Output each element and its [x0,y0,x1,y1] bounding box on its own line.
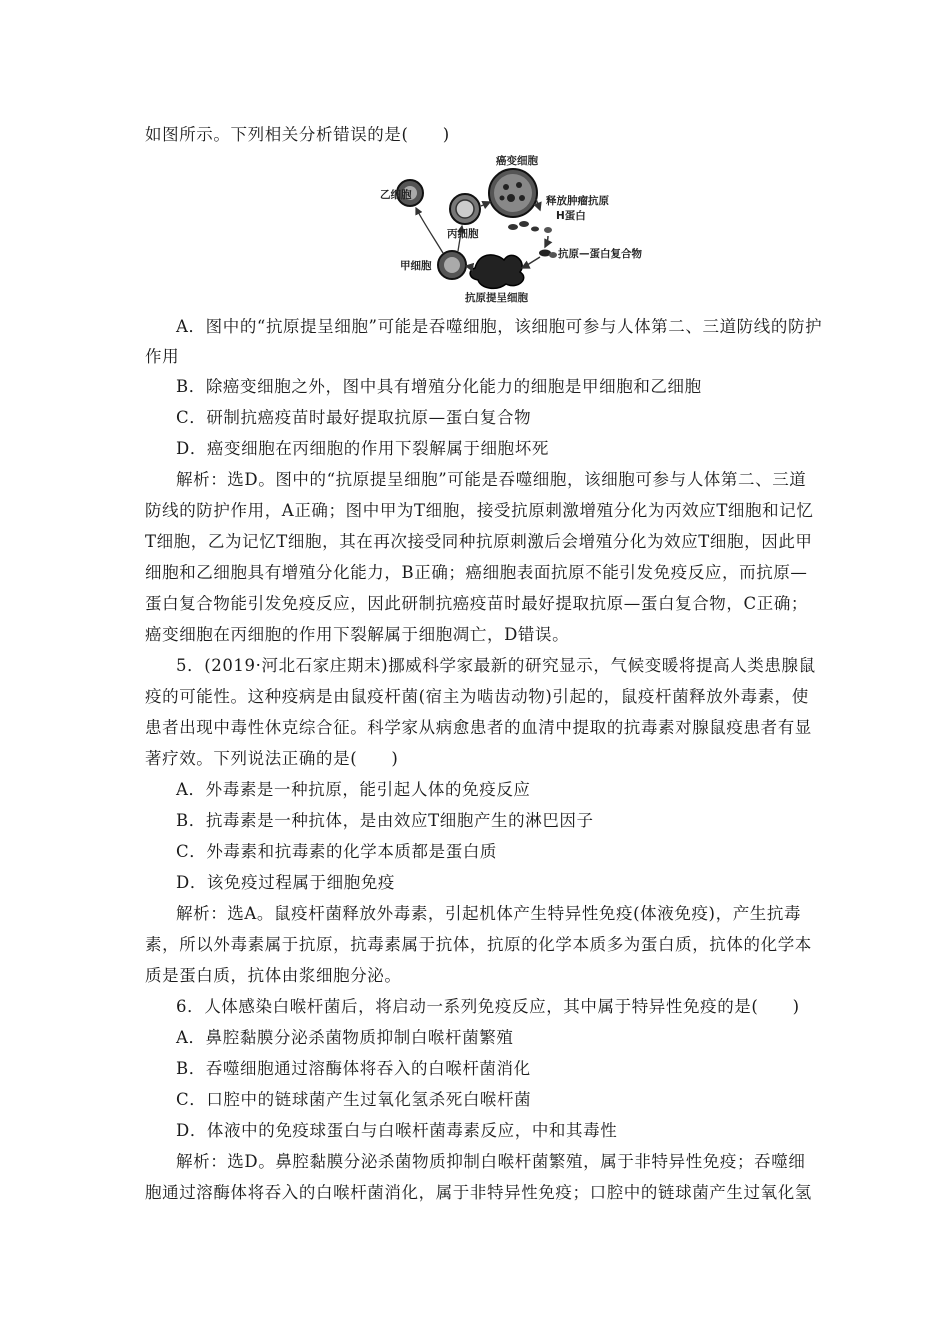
diagram-svg [380,150,650,305]
analysis-line: 素，所以外毒素属于抗原，抗毒素属于抗体，抗原的化学本质多为蛋白质，抗体的化学本 [145,935,812,954]
analysis-line: 细胞和乙细胞具有增殖分化能力，B正确；癌细胞表面抗原不能引发免疫反应，而抗原— [145,563,808,582]
tumor-antigen-icon [508,221,539,232]
option-c: C．外毒素和抗毒素的化学本质都是蛋白质 [176,842,498,861]
label-complex: 抗原—蛋白复合物 [558,248,642,260]
label-cell-a: 甲细胞 [400,260,432,272]
cell-c-icon [450,194,480,224]
question-6-stem: 6．人体感染白喉杆菌后，将启动一系列免疫反应，其中属于特异性免疫的是( ) [176,997,800,1016]
apc-icon [470,255,524,288]
option-d: D．癌变细胞在丙细胞的作用下裂解属于细胞坏死 [176,439,549,458]
question-5-stem: 疫的可能性。这种疫病是由鼠疫杆菌(宿主为啮齿动物)引起的，鼠疫杆菌释放外毒素，使 [145,687,809,706]
label-release-antigen: 释放肿瘤抗原 [546,195,609,207]
complex-icon [539,250,557,259]
analysis-line: T细胞，乙为记忆T细胞，其在再次接受同种抗原刺激后会增殖分化为效应T细胞，因此甲 [145,532,813,551]
question-5-stem: 著疗效。下列说法正确的是( ) [145,749,399,768]
option-a-cont: 作用 [145,347,180,366]
analysis-line: 解析：选A。鼠疫杆菌释放外毒素，引起机体产生特异性免疫(体液免疫)，产生抗毒 [176,904,802,923]
h-protein-icon [544,227,552,233]
label-cancer-cell: 癌变细胞 [496,155,538,167]
option-a: A．图中的“抗原提呈细胞”可能是吞噬细胞，该细胞可参与人体第二、三道防线的防护 [176,317,823,336]
question-5-stem: 患者出现中毒性休克综合征。科学家从病愈患者的血清中提取的抗毒素对腺鼠疫患者有显 [145,718,812,737]
question-stem-tail: 如图所示。下列相关分析错误的是( ) [145,125,450,144]
label-apc: 抗原提呈细胞 [465,292,528,304]
analysis-line: 解析：选D。图中的“抗原提呈细胞”可能是吞噬细胞，该细胞可参与人体第二、三道 [176,470,807,489]
analysis-line: 癌变细胞在丙细胞的作用下裂解属于细胞凋亡，D错误。 [145,625,570,644]
immune-response-diagram [380,150,650,305]
option-a: A．鼻腔黏膜分泌杀菌物质抑制白喉杆菌繁殖 [176,1028,514,1047]
analysis-line: 蛋白复合物能引发免疫反应，因此研制抗癌疫苗时最好提取抗原—蛋白复合物，C正确； [145,594,809,613]
option-b: B．吞噬细胞通过溶酶体将吞入的白喉杆菌消化 [176,1059,531,1078]
option-b: B．抗毒素是一种抗体，是由效应T细胞产生的淋巴因子 [176,811,594,830]
label-cell-b: 乙细胞 [380,189,412,201]
analysis-line: 防线的防护作用，A正确；图中甲为T细胞，接受抗原刺激增殖分化为丙效应T细胞和记忆 [145,501,814,520]
option-d: D．该免疫过程属于细胞免疫 [176,873,396,892]
analysis-line: 质是蛋白质，抗体由浆细胞分泌。 [145,966,402,985]
question-5-stem: 5．(2019·河北石家庄期末)挪威科学家最新的研究显示，气候变暖将提高人类患腺鼠 [176,656,816,675]
option-d: D．体液中的免疫球蛋白与白喉杆菌毒素反应，中和其毒性 [176,1121,618,1140]
option-a: A．外毒素是一种抗原，能引起人体的免疫反应 [176,780,531,799]
cell-a-icon [438,251,466,279]
analysis-line: 解析：选D。鼻腔黏膜分泌杀菌物质抑制白喉杆菌繁殖，属于非特异性免疫；吞噬细 [176,1152,806,1171]
analysis-line: 胞通过溶酶体将吞入的白喉杆菌消化，属于非特异性免疫；口腔中的链球菌产生过氧化氢 [145,1183,812,1202]
cancer-cell-icon [489,169,537,217]
option-c: C．口腔中的链球菌产生过氧化氢杀死白喉杆菌 [176,1090,532,1109]
label-cell-c: 丙细胞 [447,228,479,240]
option-b: B．除癌变细胞之外，图中具有增殖分化能力的细胞是甲细胞和乙细胞 [176,377,702,396]
label-h-protein: H蛋白 [556,210,586,222]
option-c: C．研制抗癌疫苗时最好提取抗原—蛋白复合物 [176,408,532,427]
